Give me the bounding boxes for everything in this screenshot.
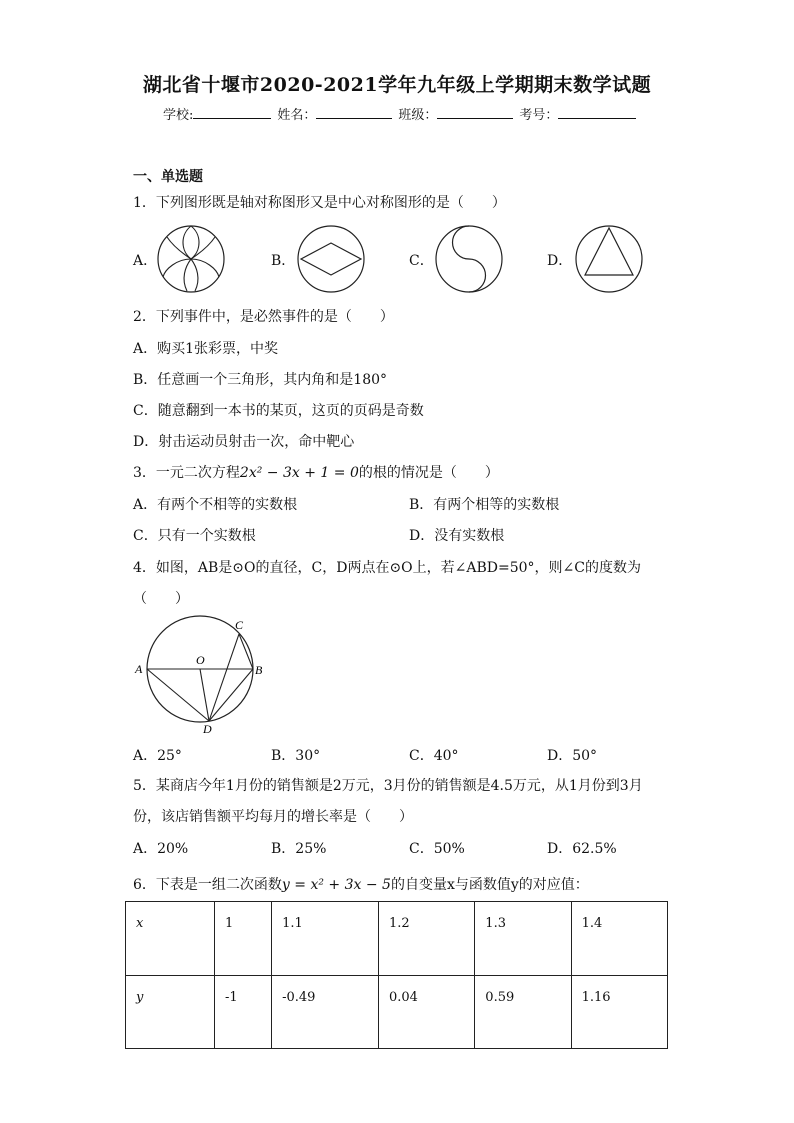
section-heading: 一、单选题 — [133, 169, 203, 185]
class-label: 班级： — [398, 108, 438, 123]
q5-option-d: D．62.5% — [547, 841, 617, 857]
option-c-figure — [435, 225, 503, 293]
q4-option-d: D．50° — [547, 748, 598, 764]
option-d-figure — [575, 225, 643, 293]
point-c-label: C — [235, 618, 244, 632]
table-row-x — [126, 902, 668, 976]
exam-title: 湖北省十堰市2020-2021学年九年级上学期期末数学试题 — [142, 74, 652, 96]
q4-option-c: C．40° — [409, 748, 459, 764]
table-cell: -1 — [215, 975, 272, 1049]
table-cell: 1.3 — [475, 902, 571, 976]
q1-option-a-label: A． — [133, 253, 158, 269]
q6-stem-prefix: 6．下表是一组二次函数 — [133, 877, 282, 893]
school-label: 学校: — [163, 108, 194, 123]
q5-option-b: B．25% — [271, 841, 327, 857]
q2-option-b: B．任意画一个三角形，其内角和是180° — [133, 372, 388, 388]
table-row-y — [126, 975, 668, 1049]
q6-stem-suffix: 的自变量x与函数值y的对应值： — [390, 877, 589, 893]
table-cell: y — [126, 975, 215, 1049]
question-1-stem: 1．下列图形既是轴对称图形又是中心对称图形的是（ ） — [133, 195, 506, 211]
circle-geometry-figure — [130, 612, 270, 737]
q5-option-a: A．20% — [133, 841, 189, 857]
q1-option-d-label: D． — [547, 253, 573, 269]
option-b-figure — [297, 225, 365, 293]
q2-option-c: C．随意翻到一本书的某页，这页的页码是奇数 — [133, 403, 424, 419]
table-cell: 1.4 — [571, 902, 667, 976]
question-6-stem — [133, 874, 589, 894]
table-cell: 1 — [215, 902, 272, 976]
table-cell: 0.04 — [378, 975, 474, 1049]
q3-option-c: C．只有一个实数根 — [133, 528, 256, 544]
table-cell: 1.2 — [378, 902, 474, 976]
q2-option-d: D．射击运动员射击一次，命中靶心 — [133, 434, 355, 450]
value-table — [125, 901, 668, 1049]
option-a-figure — [157, 225, 225, 293]
q3-equation: 2x² − 3x + 1 = 0 — [239, 465, 359, 481]
q4-option-a: A．25° — [133, 748, 182, 764]
table-cell: 0.59 — [475, 975, 571, 1049]
q3-stem-prefix: 3．一元二次方程 — [133, 465, 240, 481]
table-cell: x — [126, 902, 215, 976]
q2-option-a: A．购买1张彩票，中奖 — [133, 341, 279, 357]
q3-option-b: B．有两个相等的实数根 — [409, 497, 560, 513]
question-5-stem-line2: 份，该店销售额平均每月的增长率是（ ） — [133, 809, 413, 825]
student-info-line — [163, 104, 642, 123]
question-4-stem-line2: （ ） — [133, 591, 189, 607]
question-5-stem-line1: 5．某商店今年1月份的销售额是2万元，3月份的销售额是4.5万元，从1月份到3月 — [133, 778, 643, 794]
q3-option-a: A．有两个不相等的实数根 — [133, 497, 298, 513]
q1-option-b-label: B． — [271, 253, 296, 269]
school-blank — [193, 105, 271, 119]
q1-option-c-label: C． — [409, 253, 434, 269]
question-2-stem: 2．下列事件中，是必然事件的是（ ） — [133, 309, 394, 325]
table-cell: 1.1 — [272, 902, 379, 976]
point-b-label: B — [255, 663, 263, 677]
question-4-stem-line1: 4．如图，AB是⊙O的直径，C，D两点在⊙O上，若∠ABD=50°，则∠C的度数为 — [133, 560, 641, 576]
center-o-label: O — [196, 653, 205, 667]
q5-option-c: C．50% — [409, 841, 465, 857]
class-blank — [437, 105, 513, 119]
name-label: 姓名： — [277, 108, 317, 123]
number-blank — [558, 105, 636, 119]
question-3-stem — [133, 462, 499, 482]
table-cell: 1.16 — [571, 975, 667, 1049]
point-a-label: A — [135, 662, 143, 676]
q4-option-b: B．30° — [271, 748, 321, 764]
q3-stem-suffix: 的根的情况是（ ） — [358, 465, 499, 481]
name-blank — [316, 105, 392, 119]
point-d-label: D — [203, 722, 212, 736]
q6-equation: y = x² + 3x − 5 — [281, 877, 391, 893]
q3-option-d: D．没有实数根 — [409, 528, 505, 544]
number-label: 考号： — [519, 108, 559, 123]
table-cell: -0.49 — [272, 975, 379, 1049]
